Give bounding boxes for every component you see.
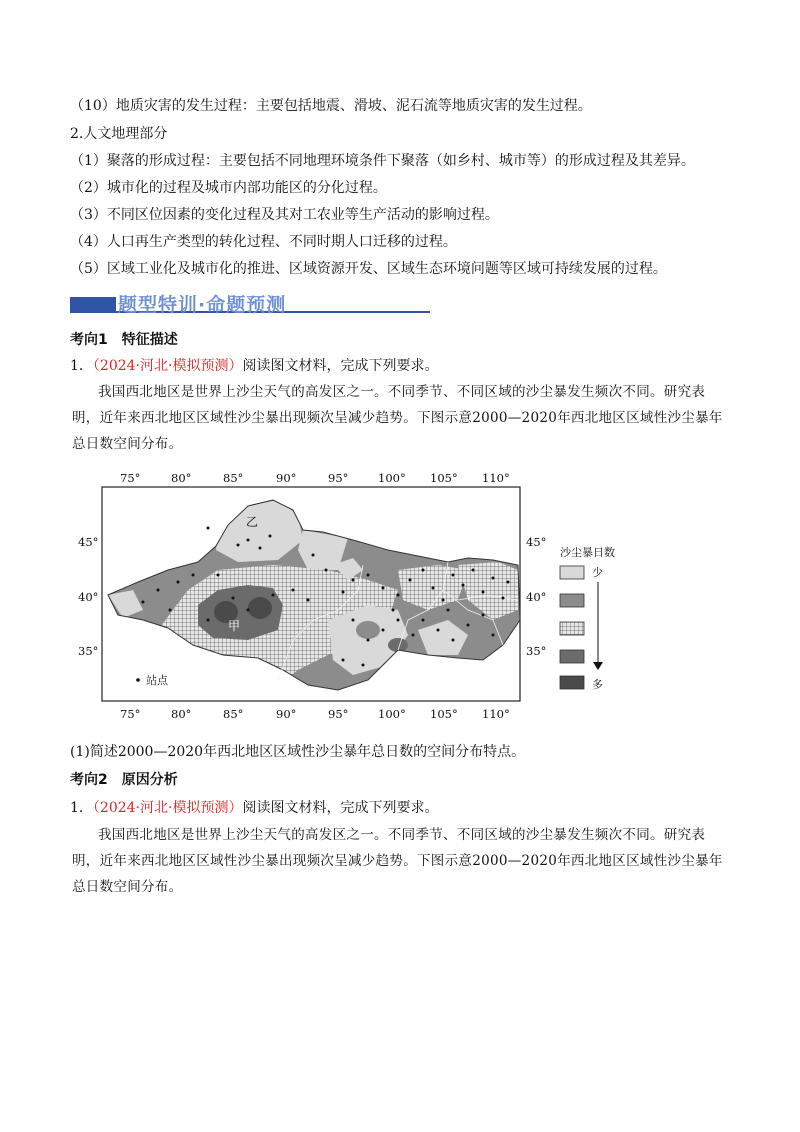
- text-line-regional-development: （5）区域工业化及城市化的推进、区域资源开发、区域生态环境问题等区域可持续发展的过程。: [70, 261, 667, 277]
- q2-source: （2024·河北·模拟预测）: [92, 800, 243, 816]
- lon-label-85-bottom: 85°: [223, 707, 244, 721]
- legend-arrow-head: [593, 662, 603, 670]
- q2-material: 我国西北地区是世界上沙尘天气的高发区之一。不同季节、不同区域的沙尘暴发生频次不同。研究表明，近年来西北地区区域性沙尘暴出现频次呈减少趋势。下图示意2000—2020年西北地区区域性沙尘暴年总日数空间分布。: [72, 827, 723, 895]
- legend-more-label: 多: [592, 678, 603, 691]
- lat-label-40-left: 40°: [78, 590, 99, 604]
- lon-label-95-bottom: 95°: [328, 707, 349, 721]
- legend-swatch-1: [560, 566, 584, 579]
- lon-label-110-bottom: 110°: [482, 707, 510, 721]
- text-line-human-geo-heading: 2.人文地理部分: [70, 126, 168, 142]
- lon-label-80-top: 80°: [171, 471, 192, 485]
- lon-label-90-bottom: 90°: [276, 707, 297, 721]
- legend-swatch-5: [560, 676, 584, 689]
- map-top-lon-labels: [120, 471, 510, 485]
- map-bottom-lon-labels: [120, 707, 510, 721]
- q1-prompt: 阅读图文材料，完成下列要求。: [242, 358, 439, 374]
- station-legend-label: 站点: [146, 674, 168, 687]
- lon-label-90-top: 90°: [276, 471, 297, 485]
- region-qinghai-spot: [356, 621, 380, 639]
- lat-label-40-right: 40°: [526, 590, 547, 604]
- lon-label-100-bottom: 100°: [378, 707, 406, 721]
- lon-label-100-top: 100°: [378, 471, 406, 485]
- lon-label-110-top: 110°: [482, 471, 510, 485]
- q1-question-line: [70, 356, 438, 376]
- lon-label-80-bottom: 80°: [171, 707, 192, 721]
- lon-label-75-top: 75°: [120, 471, 141, 485]
- section-header: [70, 290, 430, 316]
- legend-swatch-3: [560, 622, 584, 635]
- q1-material: 我国西北地区是世界上沙尘天气的高发区之一。不同季节、不同区域的沙尘暴发生频次不同。研究表明，近年来西北地区区域性沙尘暴出现频次呈减少趋势。下图示意2000—2020年西北地区区域性沙尘暴年总日数空间分布。: [72, 384, 723, 452]
- station-legend-dot: [136, 678, 140, 682]
- legend-swatch-2: [560, 594, 584, 607]
- lon-label-75-bottom: 75°: [120, 707, 141, 721]
- text-line-settlement: （1）聚落的形成过程：主要包括不同地理环境条件下聚落（如乡村、城市等）的形成过程及其差异。: [70, 153, 695, 169]
- q1-number: 1．: [70, 358, 93, 374]
- region-label-yi: 乙: [246, 515, 259, 529]
- text-line-urbanization: （2）城市化的过程及城市内部功能区的分化过程。: [70, 180, 387, 196]
- lat-label-35-left: 35°: [78, 644, 99, 658]
- q2-prompt: 阅读图文材料，完成下列要求。: [242, 800, 439, 816]
- q1-subquestion: (1)简述2000—2020年西北地区区域性沙尘暴年总日数的空间分布特点。: [70, 744, 526, 760]
- lon-label-95-top: 95°: [328, 471, 349, 485]
- q1-heading: 考向1 特征描述: [70, 332, 178, 348]
- region-label-jia: 甲: [228, 619, 241, 633]
- q2-question-line: [70, 798, 438, 818]
- lon-label-85-top: 85°: [223, 471, 244, 485]
- map-legend: [560, 545, 615, 691]
- q2-number: 1．: [70, 800, 93, 816]
- text-line-geo-hazard: （10）地质灾害的发生过程：主要包括地震、滑坡、泥石流等地质灾害的发生过程。: [70, 98, 592, 114]
- text-line-population: （4）人口再生产类型的转化过程、不同时期人口迁移的过程。: [70, 234, 457, 250]
- region-jia-core-2: [248, 597, 272, 619]
- q1-source: （2024·河北·模拟预测）: [92, 358, 243, 374]
- q2-heading: 考向2 原因分析: [70, 772, 178, 788]
- lon-label-105-bottom: 105°: [430, 707, 458, 721]
- section-title: 题型特训·命题预测: [118, 294, 287, 316]
- section-header-bar: [70, 297, 116, 311]
- dust-storm-map: [78, 470, 738, 725]
- lat-label-35-right: 35°: [526, 644, 547, 658]
- lat-label-45-left: 45°: [78, 535, 99, 549]
- lat-label-45-right: 45°: [526, 535, 547, 549]
- legend-title: 沙尘暴日数: [560, 546, 615, 559]
- legend-swatch-4: [560, 650, 584, 663]
- text-line-location-factors: （3）不同区位因素的变化过程及其对工农业等生产活动的影响过程。: [70, 207, 499, 223]
- legend-less-label: 少: [592, 566, 603, 579]
- lon-label-105-top: 105°: [430, 471, 458, 485]
